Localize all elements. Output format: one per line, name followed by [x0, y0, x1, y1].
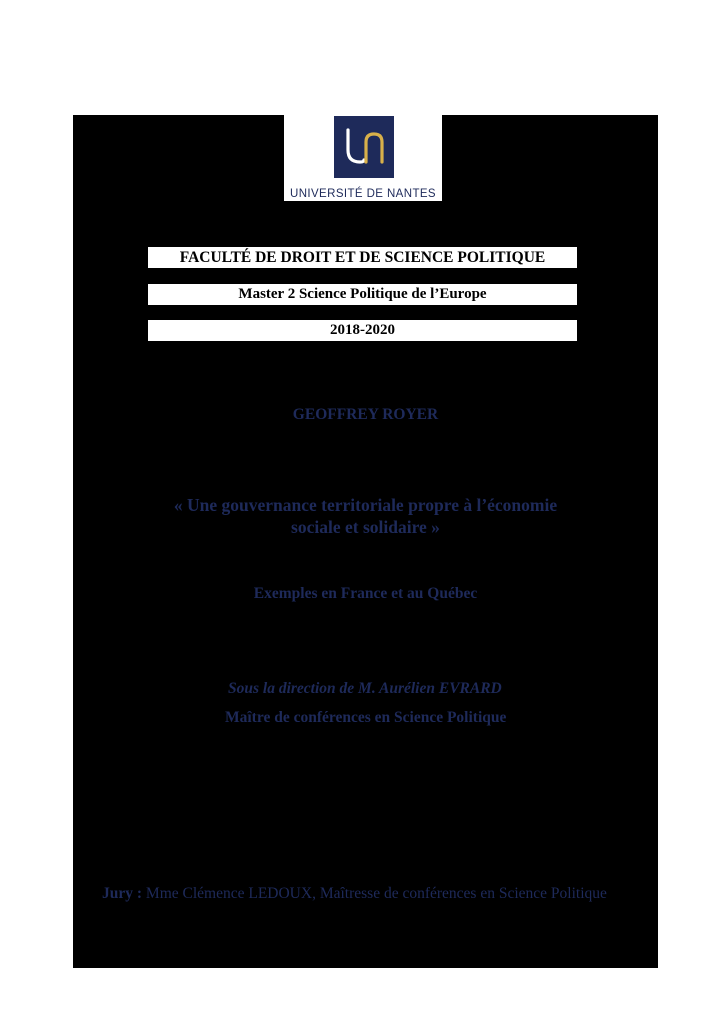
thesis-title-line-2: sociale et solidaire »	[291, 517, 440, 537]
jury-line	[102, 884, 607, 904]
supervisor-line: Sous la direction de M. Aurélien EVRARD	[228, 680, 502, 697]
author-name: GEOFFREY ROYER	[292, 406, 439, 423]
university-name: UNIVERSITÉ DE NANTES	[289, 188, 437, 200]
un-monogram-icon	[334, 116, 394, 178]
thesis-title-line-1: « Une gouvernance territoriale propre à l’économie	[173, 495, 558, 515]
jury-members: Mme Clémence LEDOUX, Maîtresse de conférences en Science Politique	[142, 885, 607, 902]
years-banner: 2018-2020	[148, 320, 577, 341]
thesis-subtitle: Exemples en France et au Québec	[253, 585, 478, 602]
cover-background	[73, 115, 658, 968]
supervisor-role: Maître de conférences en Science Politique	[225, 709, 507, 726]
university-logo	[284, 115, 442, 201]
faculty-banner: FACULTÉ DE DROIT ET DE SCIENCE POLITIQUE	[148, 247, 577, 268]
jury-label: Jury :	[102, 885, 143, 902]
program-banner: Master 2 Science Politique de l’Europe	[148, 284, 577, 305]
